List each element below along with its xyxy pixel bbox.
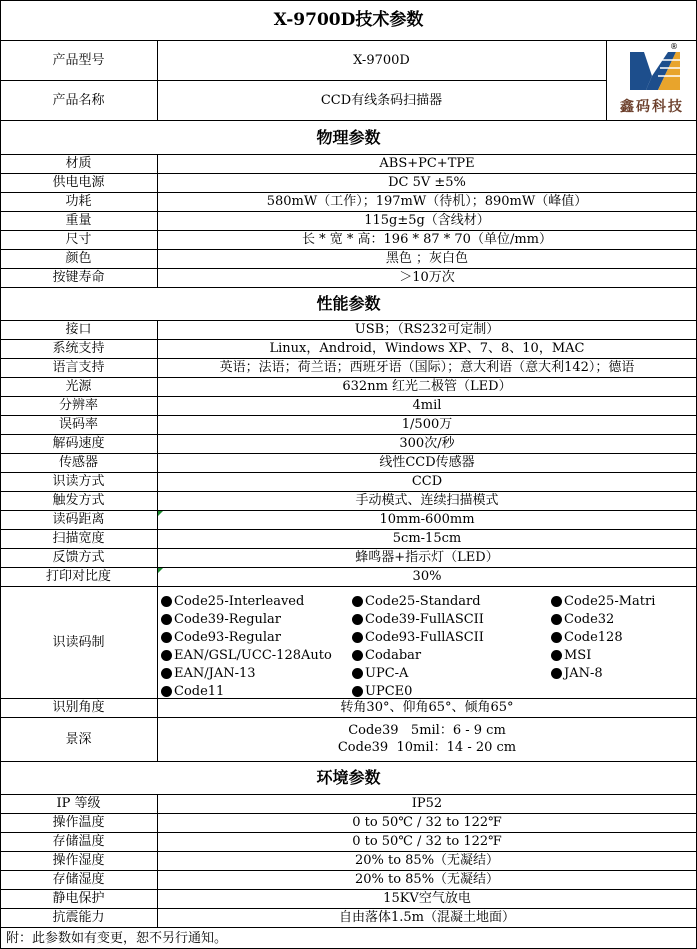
label-cell: 扫描宽度 <box>52 531 105 546</box>
bullet-icon <box>551 614 562 625</box>
symbology-item <box>551 593 697 609</box>
symbology-label: Code25-Matri <box>564 593 656 609</box>
label-cell: 解码速度 <box>52 436 105 451</box>
value-cell: 115g±5g（含线材） <box>364 213 490 228</box>
bullet-icon <box>161 596 172 607</box>
value-cell: Linux，Android，Windows XP、7、8、10，MAC <box>269 341 585 356</box>
company-logo-icon <box>622 46 682 96</box>
value-cell: 手动模式、连续扫描模式 <box>355 493 499 508</box>
value-cell: 0 to 50℃ / 32 to 122℉ <box>352 815 502 830</box>
column-divider <box>157 320 158 586</box>
bullet-icon <box>161 614 172 625</box>
symbology-label: Code11 <box>174 683 225 699</box>
bullet-icon <box>551 632 562 643</box>
value-cell: 15KV空气放电 <box>383 891 471 906</box>
bullet-icon <box>551 596 562 607</box>
column-divider <box>157 586 158 761</box>
label-cell: 存储湿度 <box>52 872 105 887</box>
label-cell: 打印对比度 <box>45 569 111 584</box>
symbology-item <box>551 611 697 627</box>
section-title-environment: 环境参数 <box>316 768 381 787</box>
section-title-performance: 性能参数 <box>316 294 381 313</box>
value-cell: 4mil <box>412 398 442 413</box>
label-cell: 反馈方式 <box>52 550 105 565</box>
symbology-label: Code32 <box>564 611 615 627</box>
comment-marker-icon <box>158 511 163 516</box>
bullet-icon <box>352 668 363 679</box>
label-cell: IP 等级 <box>56 796 101 811</box>
symbology-item <box>161 611 341 627</box>
registered-mark: ® <box>670 42 678 51</box>
symbology-label: EAN/JAN-13 <box>174 665 256 681</box>
symbology-item <box>161 593 341 609</box>
symbology-item <box>352 647 532 663</box>
bullet-icon <box>161 686 172 697</box>
value-cell: 0 to 50℃ / 32 to 122℉ <box>352 834 502 849</box>
symbology-item <box>352 593 532 609</box>
symbology-label: Code93-FullASCII <box>365 629 484 645</box>
label-cell: 抗震能力 <box>52 910 105 925</box>
bullet-icon <box>352 686 363 697</box>
value-cell: ABS+PC+TPE <box>379 156 475 171</box>
company-name: 鑫码科技 <box>620 99 684 115</box>
label-cell: 产品名称 <box>52 92 105 108</box>
value-cell: CCD <box>411 474 443 489</box>
column-divider <box>606 40 607 120</box>
comment-marker-icon <box>158 568 163 573</box>
value-cell: 黑色 ；灰白色 <box>385 251 469 266</box>
label-cell: 接口 <box>65 322 92 337</box>
label-cell: 识读方式 <box>52 474 105 489</box>
symbology-item <box>551 629 697 645</box>
symbology-item <box>352 683 532 699</box>
value-cell: 632nm 红光二极管（LED） <box>342 379 512 394</box>
label-cell: 传感器 <box>58 455 98 470</box>
label-cell: 重量 <box>65 213 92 228</box>
value-cell: 20% to 85%（无凝结） <box>354 872 500 887</box>
value-cell: 英语；法语；荷兰语；西班牙语（国际）；意大利语（意大利142）；德语 <box>219 360 635 375</box>
label-cell: 尺寸 <box>65 232 92 247</box>
depth-line: Code39 10mil：14 - 20 cm <box>337 740 517 755</box>
symbology-label: Code39-FullASCII <box>365 611 484 627</box>
symbology-item <box>161 629 341 645</box>
bullet-icon <box>551 668 562 679</box>
column-divider <box>157 40 158 120</box>
symbology-label: EAN/GSL/UCC-128Auto <box>174 647 332 663</box>
value-cell: 自由落体1.5m（混凝土地面） <box>338 910 515 925</box>
label-cell: 误码率 <box>58 417 98 432</box>
label-cell: 触发方式 <box>52 493 105 508</box>
column-divider <box>157 154 158 287</box>
value-cell: 580mW（工作）；197mW（待机）；890mW（峰值） <box>266 194 588 209</box>
label-cell: 读码距离 <box>52 512 105 527</box>
bullet-icon <box>352 596 363 607</box>
symbology-label: Code25-Interleaved <box>174 593 305 609</box>
symbology-item <box>161 683 341 699</box>
symbology-label: Code128 <box>564 629 623 645</box>
label-cell: 景深 <box>65 731 92 747</box>
value-cell: 300次/秒 <box>399 436 455 451</box>
value-cell: CCD有线条码扫描器 <box>320 92 443 108</box>
symbology-item <box>551 647 697 663</box>
value-cell: IP52 <box>411 796 443 811</box>
symbology-label: Code39-Regular <box>174 611 282 627</box>
symbology-label: JAN-8 <box>564 665 603 681</box>
page-title: X-9700D技术参数 <box>273 9 424 30</box>
label-cell: 光源 <box>65 379 92 394</box>
label-cell: 识别角度 <box>52 700 105 715</box>
symbology-label: Codabar <box>365 647 422 663</box>
label-cell: 系统支持 <box>52 341 105 356</box>
value-cell: 10mm-600mm <box>379 512 475 527</box>
label-cell: 存储温度 <box>52 834 105 849</box>
label-cell: 分辨率 <box>58 398 98 413</box>
value-cell: 20% to 85%（无凝结） <box>354 853 500 868</box>
value-cell: 5cm-15cm <box>392 531 462 546</box>
value-cell: 1/500万 <box>401 417 453 432</box>
label-cell: 语言支持 <box>52 360 105 375</box>
symbology-item <box>352 611 532 627</box>
column-divider <box>157 794 158 927</box>
value-cell: ＞10万次 <box>399 270 455 285</box>
bullet-icon <box>352 650 363 661</box>
label-cell: 供电电源 <box>52 175 105 190</box>
bullet-icon <box>352 632 363 643</box>
label-cell: 按键寿命 <box>52 270 105 285</box>
bullet-icon <box>352 614 363 625</box>
symbology-item <box>352 665 532 681</box>
footer-note: 附：此参数如有变更，恕不另行通知。 <box>6 930 228 946</box>
label-cell: 颜色 <box>65 251 92 266</box>
value-cell: 转角30°、仰角65°、倾角65° <box>340 700 514 715</box>
label-cell: 识读码制 <box>52 634 105 650</box>
bullet-icon <box>161 668 172 679</box>
symbology-label: Code93-Regular <box>174 629 282 645</box>
label-cell: 材质 <box>65 156 92 171</box>
value-cell: 长 * 宽 * 高：196 * 87 * 70（单位/mm） <box>302 232 552 247</box>
value-cell: USB；（RS232可定制） <box>354 322 500 337</box>
symbology-item <box>161 647 341 663</box>
section-title-physical: 物理参数 <box>316 127 381 147</box>
bullet-icon <box>161 632 172 643</box>
value-cell: 蜂鸣器+指示灯（LED） <box>355 550 499 565</box>
label-cell: 操作湿度 <box>52 853 105 868</box>
bullet-icon <box>551 650 562 661</box>
value-cell: DC 5V ±5% <box>388 175 466 190</box>
value-cell: X-9700D <box>353 52 410 68</box>
label-cell: 操作温度 <box>52 815 105 830</box>
bullet-icon <box>161 650 172 661</box>
label-cell: 静电保护 <box>52 891 105 906</box>
symbology-item <box>551 665 697 681</box>
symbology-label: MSI <box>564 647 592 663</box>
depth-line: Code39 5mil：6 - 9 cm <box>348 723 506 738</box>
symbology-label: UPC-A <box>365 665 409 681</box>
value-cell: 30% <box>412 569 442 584</box>
symbology-label: Code25-Standard <box>365 593 481 609</box>
depth-of-field-value <box>157 717 697 761</box>
label-cell: 功耗 <box>65 194 92 209</box>
symbology-label: UPCE0 <box>365 683 413 699</box>
symbology-item <box>161 665 341 681</box>
value-cell: 线性CCD传感器 <box>379 455 475 470</box>
symbology-item <box>352 629 532 645</box>
label-cell: 产品型号 <box>52 52 105 68</box>
